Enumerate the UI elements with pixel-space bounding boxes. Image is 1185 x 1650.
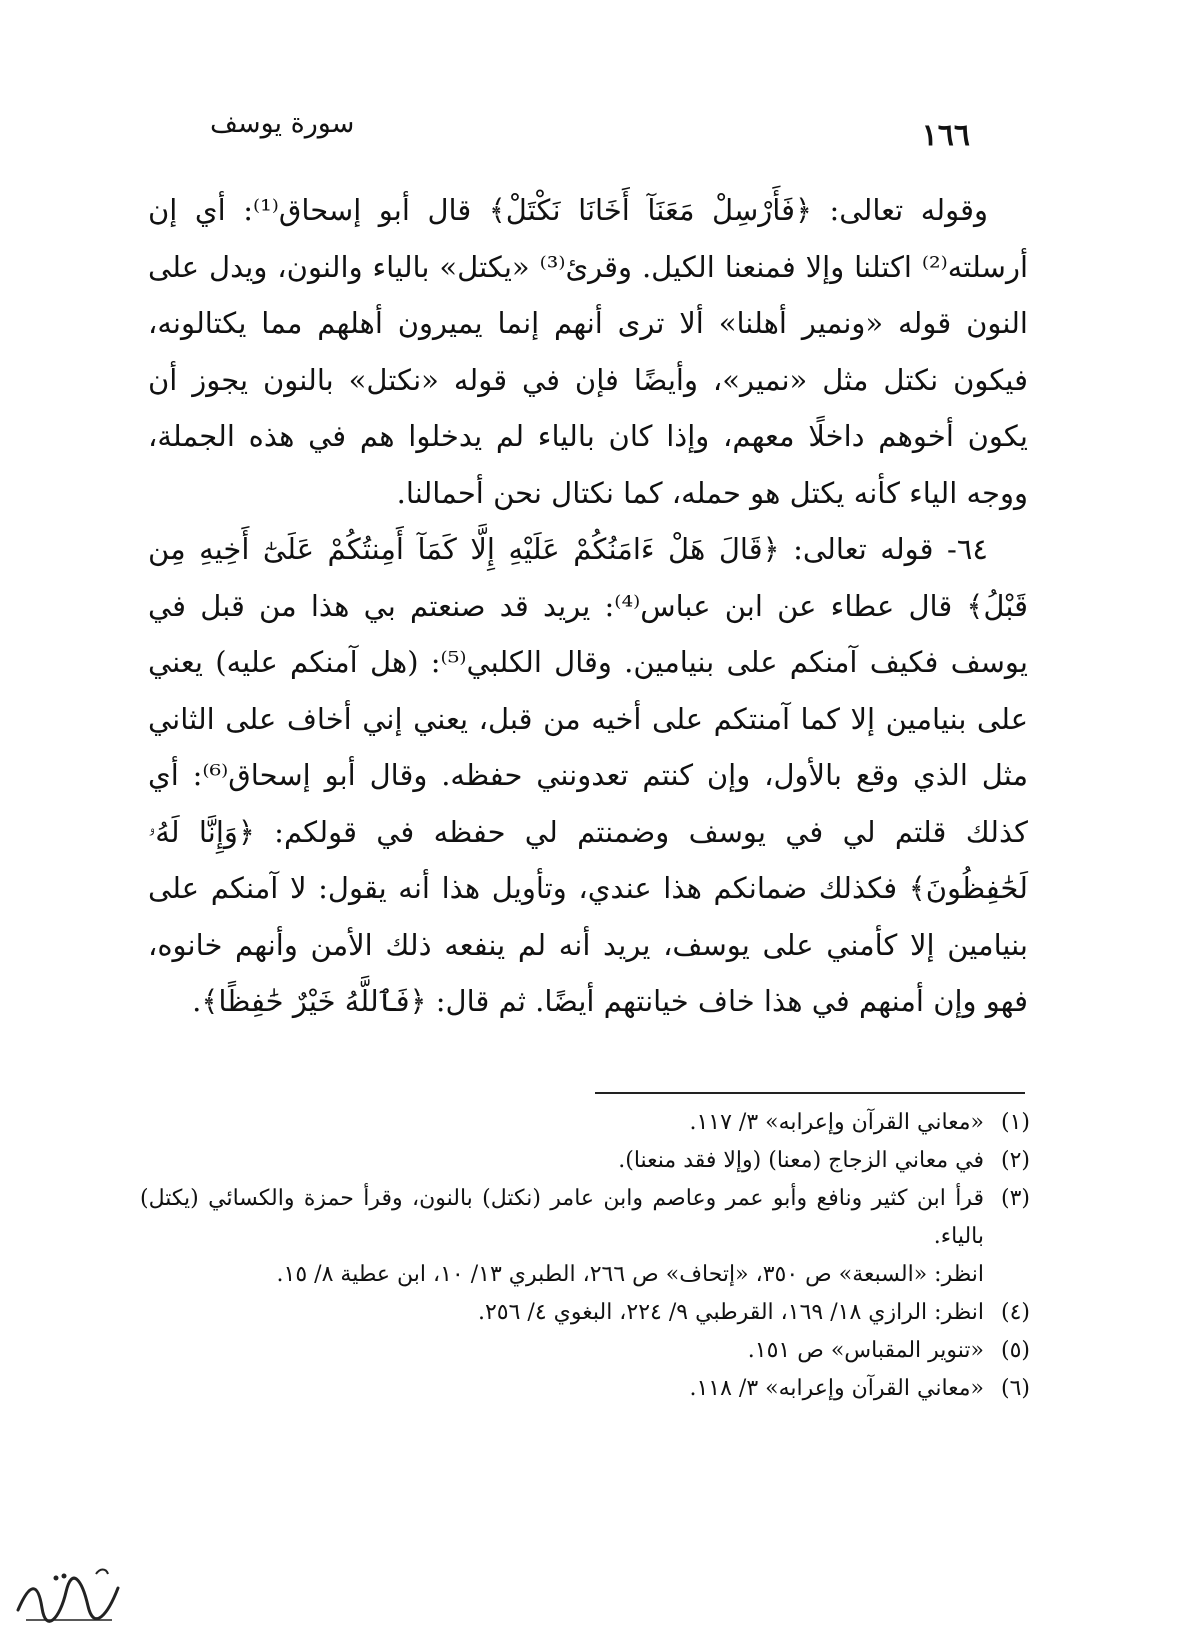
footnote-3-continuation [140,1256,1030,1294]
footnotes [140,1104,1030,1408]
main-text [148,182,1028,1030]
footnote-6 [140,1370,1030,1408]
footnote-text: قرأ ابن كثير ونافع وأبو عمر وعاصم وابن عامر (نكتل) بالنون، وقرأ حمزة والكسائي (يكتل) بالياء. [140,1186,984,1249]
footnote-number: (٣) [1000,1186,1030,1211]
footnote-text: في معاني الزجاج (معنا) (وإلا فقد منعنا). [618,1148,984,1173]
footnote-number: (٤) [1000,1300,1030,1325]
footnote-number: (٦) [1000,1376,1030,1401]
publisher-logo-icon [8,1562,128,1632]
footnote-1 [140,1104,1030,1142]
paragraph-1: وقوله تعالى: ﴿فَأَرْسِلْ مَعَنَآ أَخَانَا نَكْتَلْ﴾ قال أبو إسحاق⁽¹⁾: أي إن أرسلته⁽²⁾ اكتلنا وإلا فمنعنا الكيل. وقرئ⁽³⁾ «يكتل» بالياء والنون، ويدل على النون قوله «ونمير أهلنا» ألا ترى أنهم إنما يميرون أهلهم مما يكتالونه، فيكون نكتل مثل «نمير»، وأيضًا فإن في قوله «نكتل» بالنون يجوز أن يكون أخوهم داخلًا معهم، وإذا كان بالياء لم يدخلوا هم في هذه الجملة، ووجه الياء كأنه يكتل هو حمله، كما نكتال نحن أحمالنا. [148,193,1029,510]
footnote-text: «تنوير المقباس» ص ١٥١. [747,1338,984,1363]
footnote-text: «معاني القرآن وإعرابه» ٣/ ١١٧. [689,1110,984,1135]
footnote-4 [140,1294,1030,1332]
page-header [210,108,970,158]
paragraph-2: ٦٤- قوله تعالى: ﴿قَالَ هَلْ ءَامَنُكُمْ عَلَيْهِ إِلَّا كَمَآ أَمِنتُكُمْ عَلَىٰٓ أَخِيهِ مِن قَبْلُ﴾ قال عطاء عن ابن عباس⁽⁴⁾: يريد قد صنعتم بي هذا من قبل في يوسف فكيف آمنكم على بنيامين. وقال الكلبي⁽⁵⁾: (هل آمنكم عليه) يعني على بنيامين إلا كما آمنتكم على أخيه من قبل، يعني إني أخاف على الثاني مثل الذي وقع بالأول، وإن كنتم تعدونني حفظه. وقال أبو إسحاق⁽⁶⁾: أي كذلك قلتم لي في يوسف وضمنتم لي حفظه في قولكم: ﴿وَإِنَّا لَهُۥ لَحَٰفِظُونَ﴾ فكذلك ضمانكم هذا عندي، وتأويل هذا أنه يقول: لا آمنكم على بنيامين إلا كأمني على يوسف، يريد أنه لم ينفعه ذلك الأمن وأنهم خانوه، فهو وإن أمنهم في هذا خاف خيانتهم أيضًا. ثم قال: ﴿فَٱللَّهُ خَيْرٌ حَٰفِظًا﴾. [148,532,1028,1018]
footnote-number: (٥) [1000,1338,1030,1363]
footnote-number: (٢) [1000,1148,1030,1173]
footnote-divider [595,1092,1025,1094]
footnote-5 [140,1332,1030,1370]
footnote-2 [140,1142,1030,1180]
footnote-number: (١) [1000,1110,1030,1135]
running-title: سورة يوسف [210,108,355,139]
page-number: ١٦٦ [921,118,970,153]
footnote-text: انظر: «السبعة» ص ٣٥٠، «إتحاف» ص ٢٦٦، الطبري ١٣/ ١٠، ابن عطية ٨/ ١٥. [276,1262,984,1287]
footnote-3 [140,1180,1030,1256]
footnote-text: «معاني القرآن وإعرابه» ٣/ ١١٨. [689,1376,984,1401]
footnote-text: انظر: الرازي ١٨/ ١٦٩، القرطبي ٩/ ٢٢٤، البغوي ٤/ ٢٥٦. [477,1300,984,1325]
